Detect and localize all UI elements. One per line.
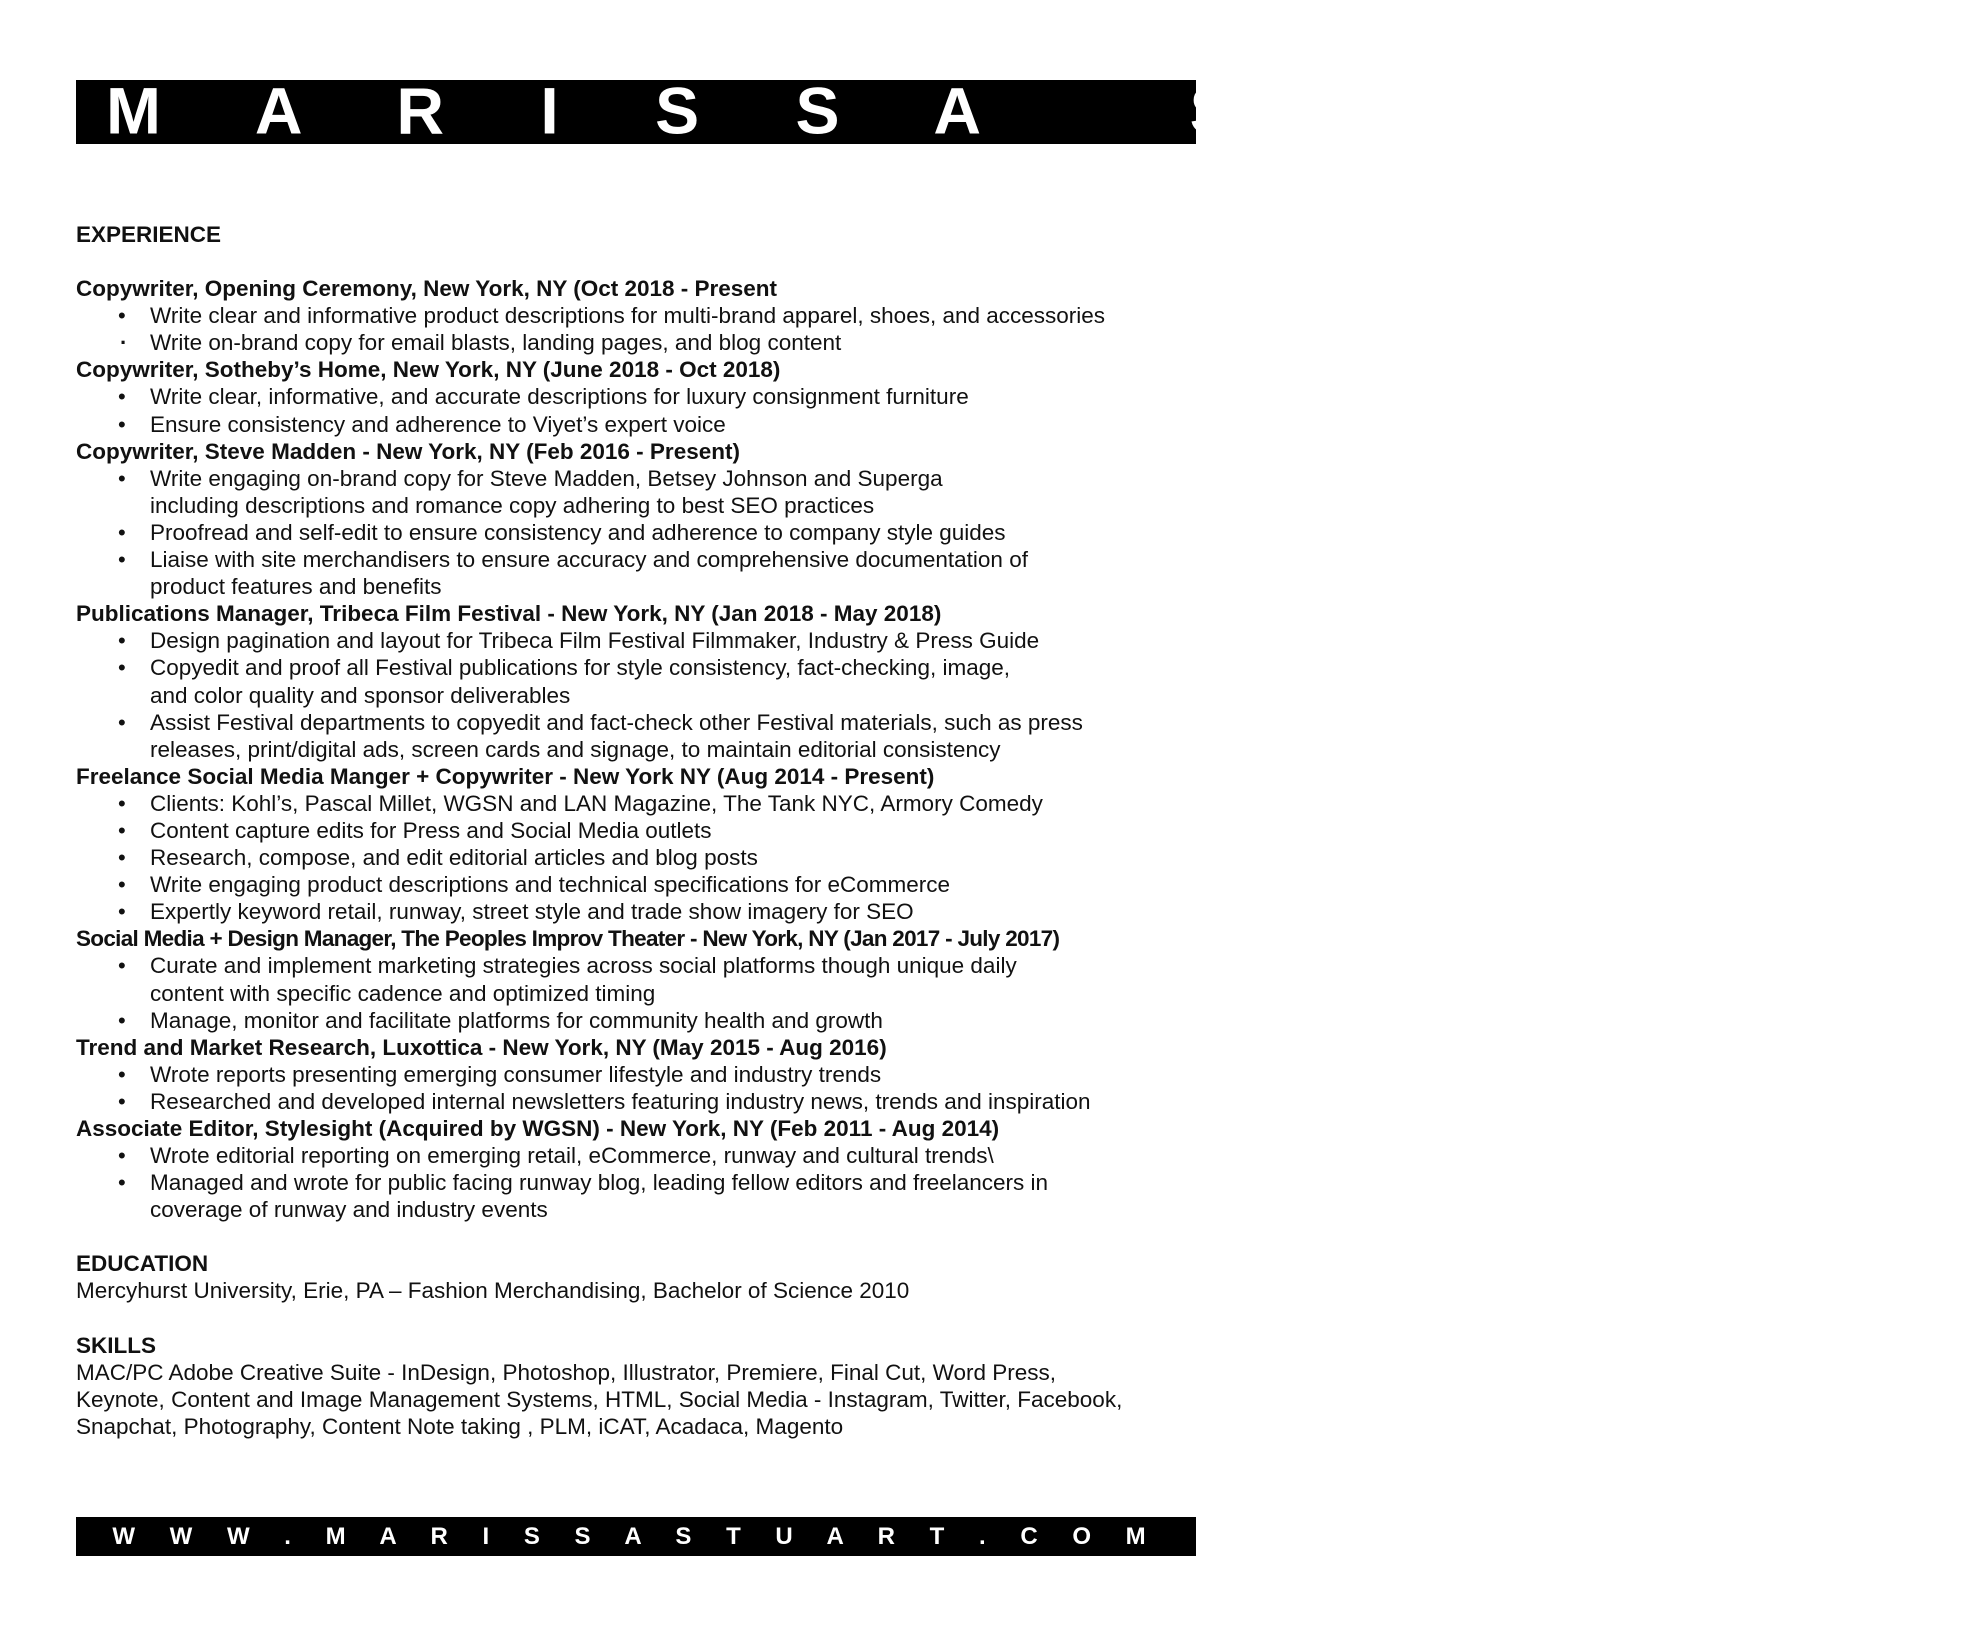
job-entry [76,600,1196,763]
job-bullet: • Proofread and self-edit to ensure consistency and adherence to company style guides [76,519,1196,546]
job-title: Copywriter, Opening Ceremony, New York, NY (Oct 2018 - Present [76,276,778,302]
footer-banner [76,1517,1196,1556]
job-bullet: • Design pagination and layout for Tribeca Film Festival Filmmaker, Industry & Press Guide [76,627,1196,654]
job-title: Freelance Social Media Manger + Copywriter - New York NY (Aug 2014 - Present) [76,763,935,789]
job-bullet: • Write clear and informative product descriptions for multi-brand apparel, shoes, and accessories [76,302,1196,329]
job-entry [76,356,1196,437]
education-heading: EDUCATION [76,1251,209,1277]
job-bullet: • Liaise with site merchandisers to ensure accuracy and comprehensive documentation of product features and benefits [76,546,1030,600]
job-bullets [76,952,1196,1033]
job-bullet: • Assist Festival departments to copyedit and fact-check other Festival materials, such as press releases, print/digital ads, screen cards and signage, to maintain editorial consistency [76,709,1090,763]
job-bullet: • Researched and developed internal newsletters featuring industry news, trends and inspiration [76,1088,1196,1115]
job-bullets [76,1061,1196,1115]
skills-text: MAC/PC Adobe Creative Suite - InDesign, Photoshop, Illustrator, Premiere, Final Cut, Word Press, Keynote, Content and Image Management Systems, HTML, Social Media - Instagram, Twitter, Facebook, Snapchat, Photography, Content Note taking , PLM, iCAT, Acadaca, Magento [76,1359,1123,1439]
job-bullets [76,302,1196,356]
job-bullet: • Research, compose, and edit editorial articles and blog posts [76,844,1196,871]
job-bullet: • Manage, monitor and facilitate platforms for community health and growth [76,1007,1196,1034]
job-bullet: • Copyedit and proof all Festival publications for style consistency, fact-checking, image, and color quality and sponsor deliverables [76,654,1050,708]
job-bullets [76,627,1196,762]
candidate-name: M A R I S S A S T U A R T [106,73,1973,148]
job-bullets [76,790,1196,925]
job-entry [76,438,1196,601]
job-bullets [76,1142,1196,1223]
job-title: Social Media + Design Manager, The Peoples Improv Theater - New York, NY (Jan 2017 - July 2017) [76,926,1060,952]
job-bullets [76,465,1196,600]
job-bullets [76,383,1196,437]
job-bullet: • Wrote reports presenting emerging consumer lifestyle and industry trends [76,1061,1196,1088]
job-entry [76,1115,1196,1223]
job-bullet: • Expertly keyword retail, runway, street style and trade show imagery for SEO [76,898,1196,925]
job-bullet: • Write clear, informative, and accurate descriptions for luxury consignment furniture [76,383,1196,410]
job-bullet: • Curate and implement marketing strategies across social platforms though unique daily content with specific cadence and optimized timing [76,952,1030,1006]
job-title: Trend and Market Research, Luxottica - New York, NY (May 2015 - Aug 2016) [76,1034,887,1060]
skills-heading: SKILLS [76,1332,157,1358]
job-title: Publications Manager, Tribeca Film Festival - New York, NY (Jan 2018 - May 2018) [76,601,942,627]
education-text: Mercyhurst University, Erie, PA – Fashion Merchandising, Bachelor of Science 2010 [76,1278,910,1304]
job-title: Copywriter, Steve Madden - New York, NY (Feb 2016 - Present) [76,438,740,464]
job-bullet: • Managed and wrote for public facing runway blog, leading fellow editors and freelancers in coverage of runway and industry events [76,1169,1050,1223]
job-entry [76,275,1196,356]
job-title: Copywriter, Sotheby’s Home, New York, NY (June 2018 - Oct 2018) [76,357,781,383]
job-entry [76,1034,1196,1115]
website-link[interactable]: W W W . M A R I S S A S T U A R T . C O M [112,1523,1160,1550]
name-banner [76,73,1973,148]
job-entry [76,763,1196,926]
resume-body [76,218,1196,1440]
job-bullet: • Wrote editorial reporting on emerging retail, eCommerce, runway and cultural trends\ [76,1142,1196,1169]
job-bullet: • Content capture edits for Press and Social Media outlets [76,817,1196,844]
job-bullet: • Clients: Kohl’s, Pascal Millet, WGSN and LAN Magazine, The Tank NYC, Armory Comedy [76,790,1196,817]
job-bullet: • Ensure consistency and adherence to Viyet’s expert voice [76,411,1196,438]
experience-heading: EXPERIENCE [76,222,222,247]
job-title: Associate Editor, Stylesight (Acquired by WGSN) - New York, NY (Feb 2011 - Aug 2014) [76,1116,1000,1141]
job-bullet: • Write engaging product descriptions and technical specifications for eCommerce [76,871,1196,898]
job-bullet: · Write on-brand copy for email blasts, landing pages, and blog content [76,329,1196,356]
job-entry [76,925,1196,1033]
job-bullet: • Write engaging on-brand copy for Steve Madden, Betsey Johnson and Superga including descriptions and romance copy adhering to best SEO practices [76,465,1030,519]
